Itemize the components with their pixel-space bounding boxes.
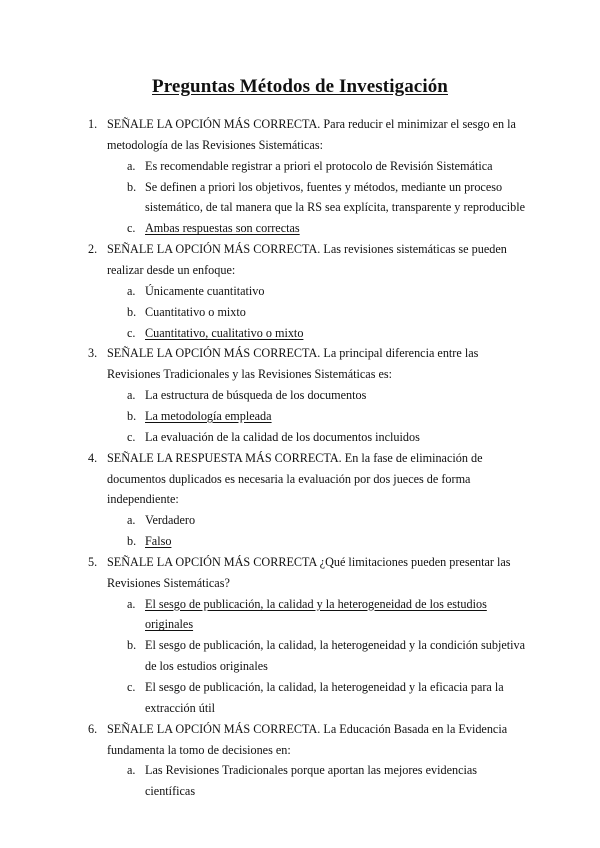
option-text: extracción útil <box>145 700 216 715</box>
question-text: SEÑALE LA OPCIÓN MÁS CORRECTA ¿Qué limitaciones pueden presentar las <box>107 554 511 569</box>
option-text: Se definen a priori los objetivos, fuentes y métodos, mediante un proceso <box>145 179 503 194</box>
option-text: El sesgo de publicación, la calidad, la heterogeneidad y la condición subjetiva <box>145 638 526 653</box>
option-text: Únicamente cuantitativo <box>145 283 265 298</box>
question-text: documentos duplicados es necesaria la evaluación por dos jueces de forma <box>107 471 471 486</box>
option-letter: a. <box>127 283 136 298</box>
question-number: 3. <box>88 346 98 361</box>
question-number: 6. <box>88 721 98 736</box>
option-text-correct: Cuantitativo, cualitativo o mixto <box>145 325 304 340</box>
option-letter: c. <box>127 429 136 444</box>
question-number: 2. <box>88 242 98 257</box>
question-text: metodología de las Revisiones Sistemáticas: <box>107 137 323 152</box>
option-letter: b. <box>127 638 137 653</box>
question-text: SEÑALE LA OPCIÓN MÁS CORRECTA. Las revisiones sistemáticas se pueden <box>107 242 507 257</box>
question-text: independiente: <box>107 492 179 507</box>
question-text: SEÑALE LA OPCIÓN MÁS CORRECTA. La principal diferencia entre las <box>107 346 479 361</box>
option-letter: b. <box>127 408 137 423</box>
option-text: sistemático, de tal manera que la RS sea explícita, transparente y reproducible <box>145 200 526 215</box>
option-letter: c. <box>127 221 136 236</box>
option-text-correct: originales <box>145 617 194 632</box>
question-text: SEÑALE LA OPCIÓN MÁS CORRECTA. La Educación Basada en la Evidencia <box>107 721 508 736</box>
option-letter: b. <box>127 534 137 548</box>
question-text: Revisiones Tradicionales y las Revisiones Sistemáticas es: <box>107 367 393 382</box>
question-text: realizar desde un enfoque: <box>107 262 236 277</box>
option-text: Las Revisiones Tradicionales porque aportan las mejores evidencias <box>145 763 478 778</box>
option-text-correct: El sesgo de publicación, la calidad y la heterogeneidad de los estudios <box>145 596 487 611</box>
question-number: 4. <box>88 450 98 465</box>
option-text: Verdadero <box>145 513 196 528</box>
option-letter: a. <box>127 596 136 611</box>
option-text: La evaluación de la calidad de los documentos incluidos <box>145 429 420 444</box>
option-text: Es recomendable registrar a priori el protocolo de Revisión Sistemática <box>145 158 493 173</box>
option-text-correct: Ambas respuestas son correctas <box>145 221 300 236</box>
option-letter: a. <box>127 763 136 778</box>
question-text: fundamenta la tomo de decisiones en: <box>107 742 291 757</box>
option-letter: a. <box>127 513 136 528</box>
option-text: El sesgo de publicación, la calidad, la heterogeneidad y la eficacia para la <box>145 680 504 694</box>
page-title: Preguntas Métodos de Investigación <box>152 76 448 97</box>
option-letter: c. <box>127 325 136 340</box>
option-text: de los estudios originales <box>145 659 268 674</box>
option-text: científicas <box>145 784 196 799</box>
option-text-correct: Falso <box>145 534 172 548</box>
option-letter: b. <box>127 304 137 319</box>
question-text: SEÑALE LA RESPUESTA MÁS CORRECTA. En la fase de eliminación de <box>107 450 483 465</box>
option-letter: c. <box>127 680 136 694</box>
question-text: Revisiones Sistemáticas? <box>107 575 230 590</box>
option-letter: a. <box>127 158 136 173</box>
option-text: Cuantitativo o mixto <box>145 304 246 319</box>
option-text-correct: La metodología empleada <box>145 408 272 423</box>
question-text: SEÑALE LA OPCIÓN MÁS CORRECTA. Para reducir el minimizar el sesgo en la <box>107 117 516 131</box>
question-number: 1. <box>88 117 98 131</box>
question-number: 5. <box>88 554 98 569</box>
option-text: La estructura de búsqueda de los documentos <box>145 388 367 403</box>
option-letter: b. <box>127 179 137 194</box>
option-letter: a. <box>127 388 136 403</box>
